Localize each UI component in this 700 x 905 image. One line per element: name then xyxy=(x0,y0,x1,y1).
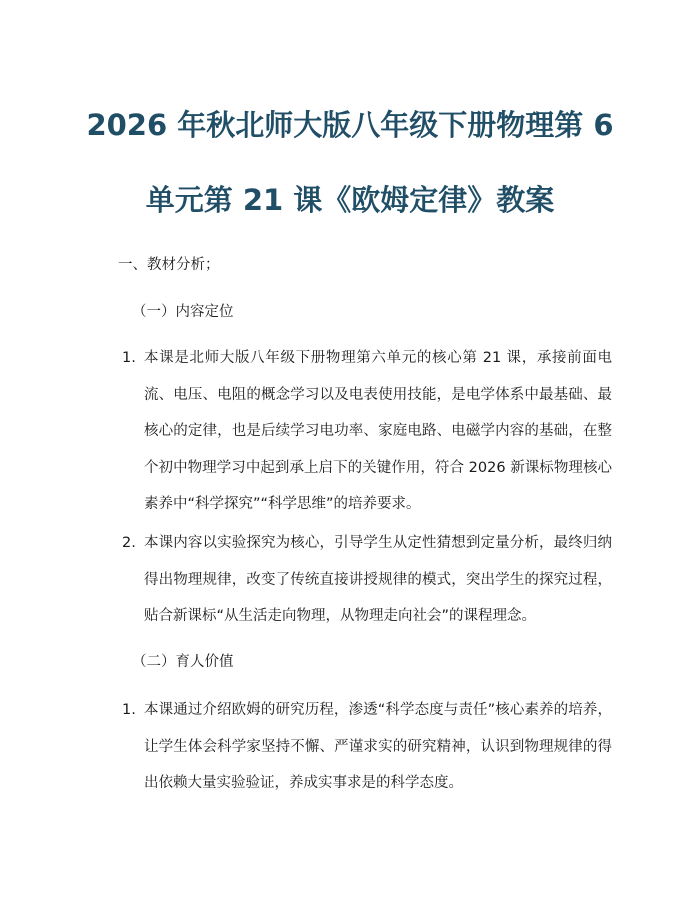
list-item-text: 本课是北师大版八年级下册物理第六单元的核心第 21 课，承接前面电流、电压、电阻的概念学习以及电表使用技能，是电学体系中最基础、最核心的定律，也是后续学习电功率、家庭电路、电磁学内容的基础，在整个初中物理学习中起到承上启下的关键作用，符合 2026 新课标物理核心素养中“科学探究”“科学思维”的培养要求。 xyxy=(144,350,612,512)
list-item xyxy=(122,340,612,523)
list-item-number: 1. xyxy=(122,350,136,366)
list-item-text: 本课内容以实验探究为核心，引导学生从定性猜想到定量分析，最终归纳得出物理规律，改变了传统直接讲授规律的模式，突出学生的探究过程，贴合新课标“从生活走向物理，从物理走向社会”的课程理念。 xyxy=(144,535,612,624)
subsection-heading-educational-value: （二）育人价值 xyxy=(132,654,234,670)
document-title-line-2: 单元第 21 课《欧姆定律》教案 xyxy=(145,183,555,217)
document-title-line-1: 2026 年秋北师大版八年级下册物理第 6 xyxy=(86,108,614,142)
list-item xyxy=(122,525,612,635)
list-item-number: 2. xyxy=(122,535,136,551)
section-heading-textbook-analysis: 一、教材分析； xyxy=(118,257,220,273)
list-item xyxy=(122,692,612,802)
list-item-number: 1. xyxy=(122,702,136,718)
list-item-text: 本课通过介绍欧姆的研究历程，渗透“科学态度与责任”核心素养的培养，让学生体会科学家坚持不懈、严谨求实的研究精神，认识到物理规律的得出依赖大量实验验证，养成实事求是的科学态度。 xyxy=(144,702,612,791)
subsection-heading-content-positioning: （一）内容定位 xyxy=(132,304,234,320)
